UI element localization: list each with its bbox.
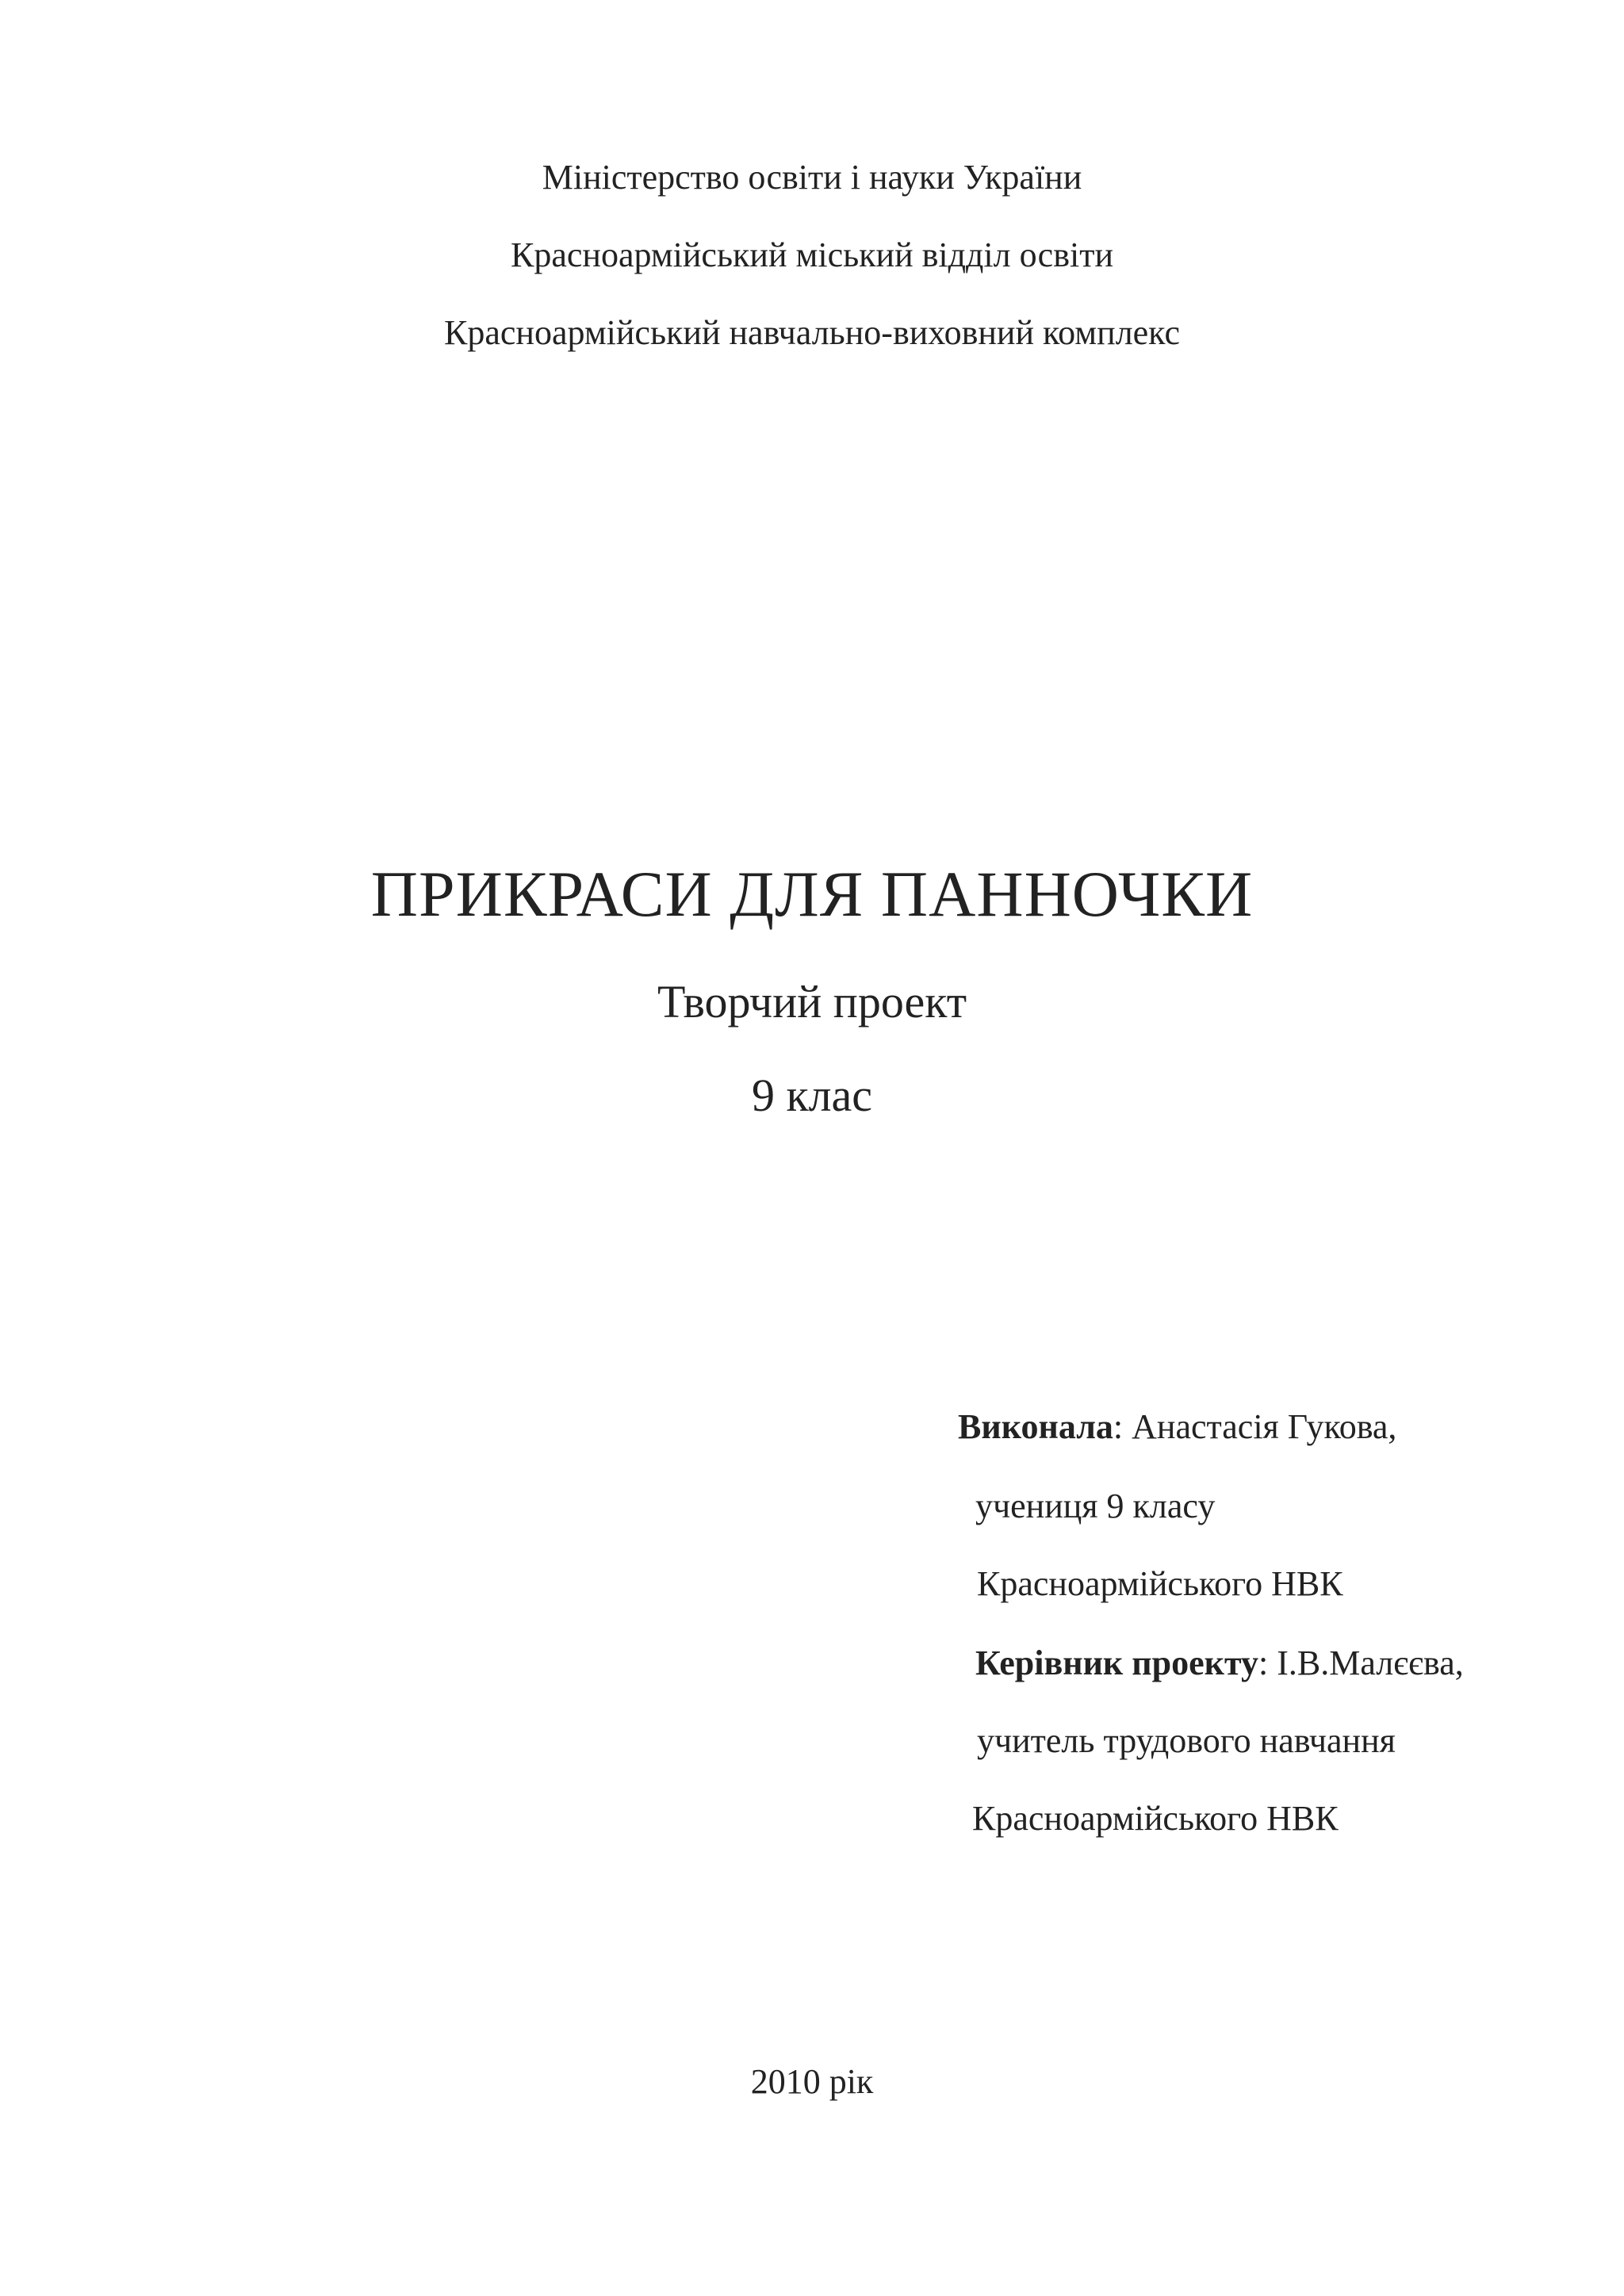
- supervisor-name: : І.В.Малєєва,: [1258, 1644, 1464, 1682]
- project-title: ПРИКРАСИ ДЛЯ ПАННОЧКИ: [370, 858, 1254, 930]
- year-label: 2010 рік: [750, 2062, 874, 2101]
- author-name: : Анастасія Гукова,: [1113, 1407, 1397, 1446]
- author-school: Красноармійського НВК: [977, 1564, 1343, 1603]
- author-line: [958, 1405, 1396, 1449]
- supervisor-line: [975, 1641, 1464, 1686]
- author-role: учениця 9 класу: [975, 1487, 1216, 1525]
- supervisor-school: Красноармійського НВК: [972, 1799, 1339, 1838]
- project-subtitle: Творчий проект: [657, 976, 967, 1027]
- ministry-heading: Міністерство освіти і науки України: [542, 158, 1082, 197]
- grade-label: 9 клас: [751, 1070, 873, 1121]
- author-label: Виконала: [958, 1407, 1113, 1446]
- department-heading: Красноармійський міський відділ освіти: [511, 235, 1113, 274]
- school-heading: Красноармійський навчально-виховний комплекс: [444, 313, 1180, 352]
- supervisor-label: Керівник проекту: [975, 1644, 1259, 1682]
- supervisor-role: учитель трудового навчання: [977, 1721, 1396, 1760]
